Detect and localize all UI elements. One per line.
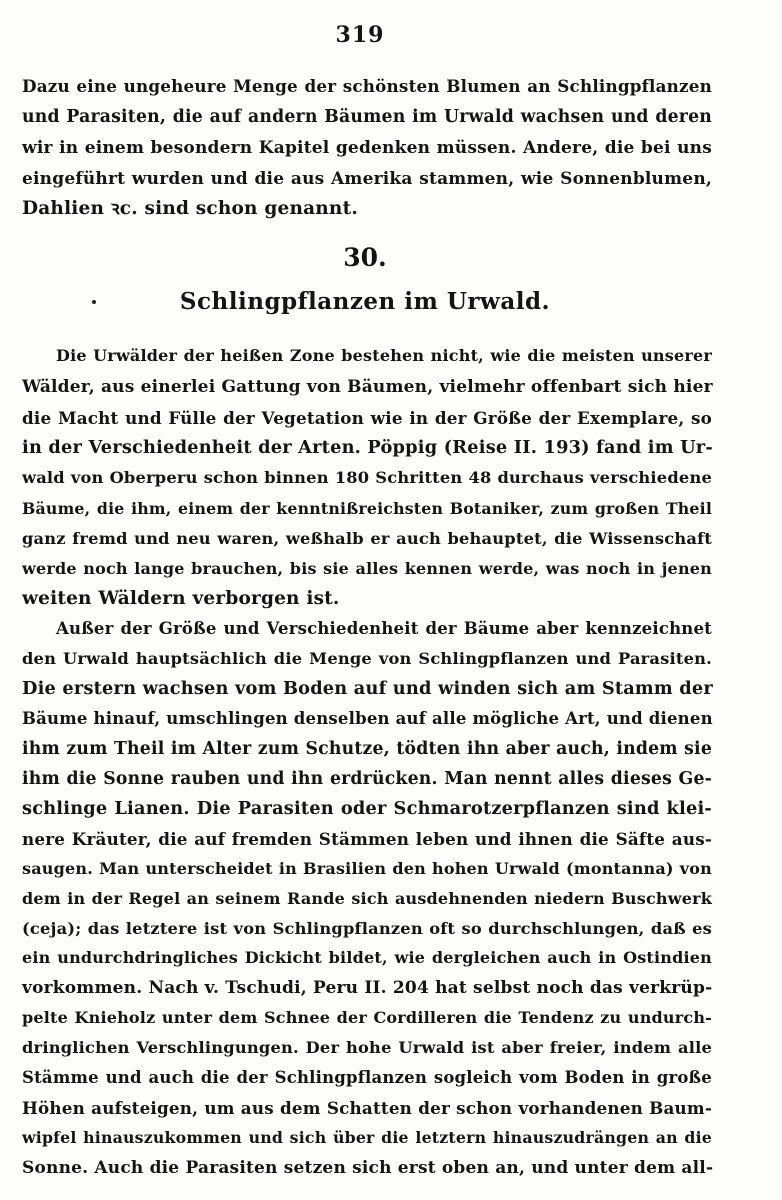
chapter-title: Schlingpflanzen im Urwald. bbox=[179, 288, 551, 315]
paragraph2-line-15: dringlichen Verschlingungen. Der hohe Urwald ist aber freier, indem alle bbox=[22, 1038, 712, 1057]
paragraph1-line-6: Bäume, die ihm, einem der kenntnißreichsten Botaniker, zum großen Theil bbox=[22, 499, 712, 518]
paragraph1-line-3: die Macht und Fülle der Vegetation wie in der Größe der Exemplare, so bbox=[22, 408, 712, 428]
paragraph2-line-1: Außer der Größe und Verschiedenheit der Bäume aber kennzeichnet bbox=[56, 619, 712, 638]
paragraph2-line-13: vorkommen. Nach v. Tschudi, Peru II. 204 hat selbst noch das verkrüp- bbox=[22, 978, 713, 998]
intro-line-4: eingeführt wurden und die aus Amerika stammen, wie Sonnenblumen, bbox=[22, 169, 712, 189]
paragraph2-line-9: saugen. Man unterscheidet in Brasilien den hohen Urwald (montanna) von bbox=[22, 859, 712, 878]
paragraph1-line-1: Die Urwälder der heißen Zone bestehen nicht, wie die meisten unserer bbox=[56, 346, 712, 365]
page-number: 319 bbox=[335, 22, 385, 48]
paragraph1-line-7: ganz fremd und neu waren, weßhalb er auch behauptet, die Wissenschaft bbox=[22, 529, 712, 548]
paragraph1-line-5: wald von Oberperu schon binnen 180 Schritten 48 durchaus verschiedene bbox=[22, 468, 712, 487]
paragraph2-line-12: ein undurchdringliches Dickicht bildet, wie dergleichen auch in Ostindien bbox=[22, 948, 712, 967]
intro-line-1: Dazu eine ungeheure Menge der schönsten Blumen an Schlingpflanzen bbox=[22, 76, 712, 96]
paragraph2-line-18: wipfel hinauszukommen und sich über die letztern hinauszudrängen an die bbox=[22, 1128, 712, 1147]
paragraph2-line-2: den Urwald hauptsächlich die Menge von Schlingpflanzen und Parasiten. bbox=[22, 649, 712, 668]
intro-line-2: und Parasiten, die auf andern Bäumen im Urwald wachsen und deren bbox=[22, 107, 712, 127]
paragraph2-line-10: dem in der Regel an seinem Rande sich ausdehnenden niedern Buschwerk bbox=[22, 889, 712, 908]
paragraph1-line-8: werde noch lange brauchen, bis sie alles kennen werde, was noch in jenen bbox=[22, 559, 712, 578]
paragraph2-line-6: ihm die Sonne rauben und ihn erdrücken. Man nennt alles dieses Ge- bbox=[22, 769, 712, 789]
paragraph2-line-3: Die erstern wachsen vom Boden auf und winden sich am Stamm der bbox=[22, 678, 713, 699]
paragraph2-line-17: Höhen aufsteigen, um aus dem Schatten der schon vorhandenen Baum- bbox=[22, 1098, 712, 1118]
paragraph2-line-5: ihm zum Theil im Alter zum Schutze, tödten ihn aber auch, indem sie bbox=[22, 739, 712, 759]
paragraph2-line-11: (ceja); das letztere ist von Schlingpflanzen oft so durchschlungen, daß es bbox=[22, 919, 712, 938]
chapter-number: 30. bbox=[343, 243, 387, 272]
intro-line-5: Dahlien ꝛc. sind schon genannt. bbox=[22, 198, 358, 219]
paragraph2-line-8: nere Kräuter, die auf fremden Stämmen leben und ihnen die Säfte aus- bbox=[22, 829, 712, 849]
paragraph1-line-9: weiten Wäldern verborgen ist. bbox=[22, 588, 340, 609]
paragraph1-line-2: Wälder, aus einerlei Gattung von Bäumen, vielmehr offenbart sich hier bbox=[22, 377, 713, 397]
paragraph2-line-19: Sonne. Auch die Parasiten setzen sich erst oben an, und unter dem all- bbox=[22, 1158, 714, 1178]
intro-line-3: wir in einem besondern Kapitel gedenken müssen. Andere, die bei uns bbox=[22, 138, 712, 158]
paragraph1-line-4: in der Verschiedenheit der Arten. Pöppig (Reise II. 193) fand im Ur- bbox=[22, 437, 713, 458]
paragraph2-line-14: pelte Knieholz unter dem Schnee der Cordilleren die Tendenz zu undurch- bbox=[22, 1008, 712, 1027]
paragraph2-line-16: Stämme und auch die der Schlingpflanzen sogleich vom Boden in große bbox=[22, 1068, 712, 1087]
paragraph2-line-4: Bäume hinauf, umschlingen denselben auf alle mögliche Art, und dienen bbox=[22, 709, 713, 728]
paragraph2-line-7: schlinge Lianen. Die Parasiten oder Schmarotzerpflanzen sind klei- bbox=[22, 798, 712, 819]
